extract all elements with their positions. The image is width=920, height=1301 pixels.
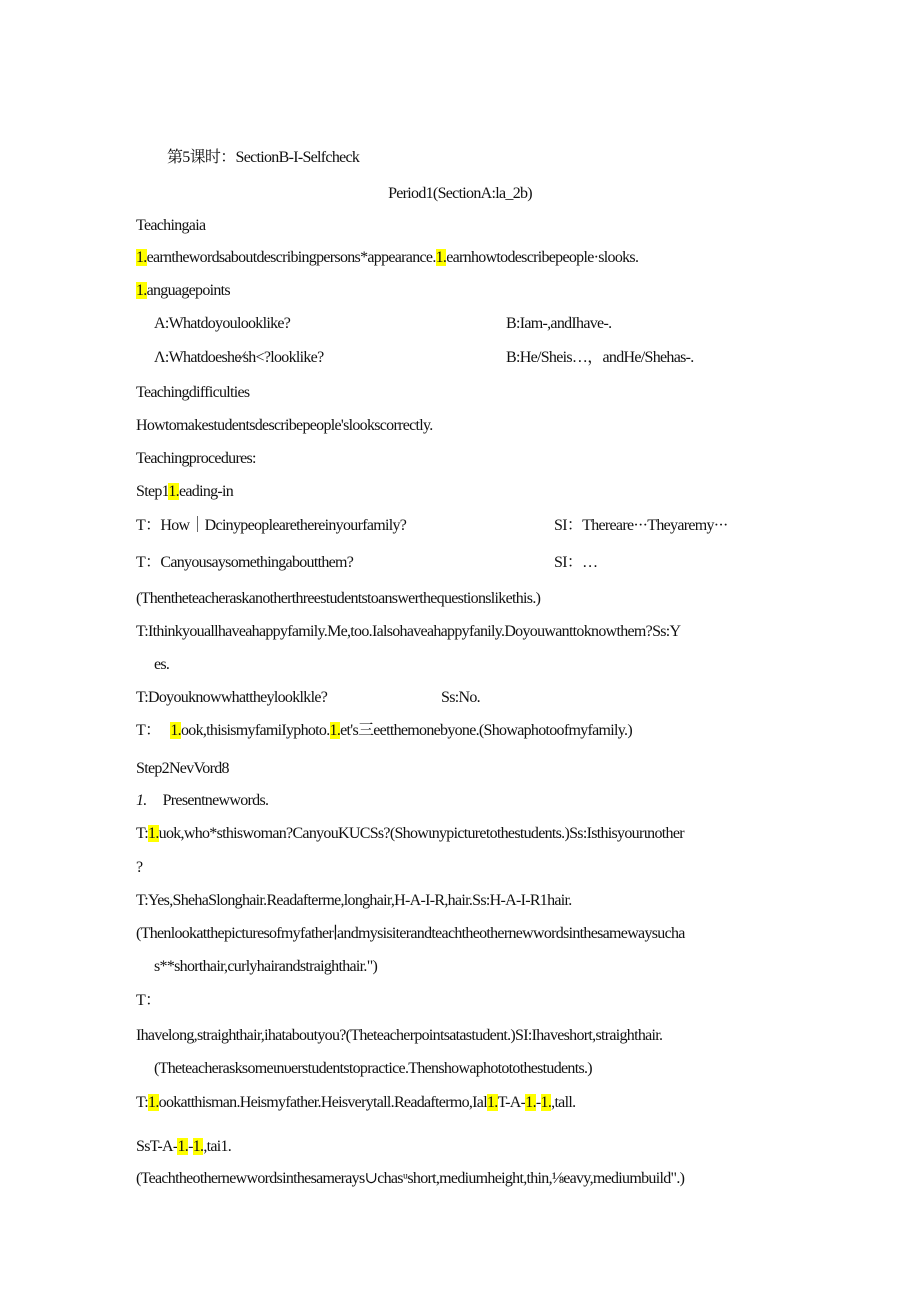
highlight-marker: 1.	[540, 1094, 552, 1111]
dialog-row2-right: B:He/Sheis…，andHe/Shehas-.	[506, 349, 694, 366]
t-woman-text: uok,who*sthiswoman?CanyouKUCSs?(Showιnypicturetothestudents.)Ss:Isthisyourιnother	[158, 825, 684, 842]
ss-tall	[136, 1137, 231, 1157]
aims-line	[136, 248, 638, 268]
t-yes-long-hair: T:Yes,ShehaSlonghair.Readafterme,longhair,H-A-I-R,hair.Ss:H-A-I-R1hair.	[136, 892, 572, 909]
t-woman-line-1	[136, 824, 684, 844]
step1-heading	[136, 482, 233, 502]
difficulties-text: Howtomakestudentsdescribepeople'slookscorrectly.	[136, 417, 433, 434]
highlight-marker: 1.	[177, 1138, 189, 1155]
t-say-something-right: SI：…	[554, 554, 598, 571]
dialog-row1-left: A:Whatdoyoulooklike?	[154, 315, 291, 332]
t-colon-line: T：	[136, 992, 161, 1009]
t-do-you-know-left: T:Doyouknowwhattheylooklkle?	[136, 689, 328, 706]
highlight-marker: 1.	[525, 1094, 536, 1111]
t-look-man-spell-1: T-A-	[497, 1094, 526, 1111]
language-points-heading	[136, 281, 230, 301]
highlight-marker: 1.	[148, 1094, 159, 1111]
ss-tall-end: ,tai1.	[203, 1138, 232, 1155]
ss-tall-dash: -	[188, 1138, 193, 1155]
highlight-marker: 1.	[170, 722, 181, 739]
t-look-man	[136, 1093, 575, 1113]
teacher-asks-more: (Theteacherasksomeιnυerstudentstopractice.Thenshowaphototothestudents.)	[154, 1060, 592, 1077]
t-look-photo	[136, 721, 632, 741]
t-label: T:	[136, 825, 149, 842]
i-have-long-hair: Ihavelong,straighthair,ihataboutyou?(Theteacherpointsatastudent.)SI:Ihaveshort,straighthair.	[136, 1027, 663, 1044]
step2-heading: Step2NevVord8	[136, 760, 229, 777]
t-say-something-left: T：Canyousaysomethingaboutthem?	[136, 554, 354, 571]
highlight-marker: 1.	[136, 249, 147, 266]
then-teacher-asks: (Thentheteacheraskanotherthreestudentstoanswerthequestionslikethis.)	[136, 590, 541, 607]
procedures-heading: Teachingprocedures:	[136, 450, 256, 467]
t-think-line-1: T:Ithinkyouallhaveahappyfamily.Me,too.Ialsohaveahappyfanily.Doyouwanttoknowthem?Ss:Y	[136, 623, 681, 640]
ss-tall-start: SsT-A-	[136, 1138, 178, 1155]
highlight-marker: 1.	[148, 825, 159, 842]
t-do-you-know-right: Ss:No.	[441, 689, 480, 706]
aims-text-2: earnhowtodescribepeople·slooks.	[446, 249, 639, 266]
highlight-marker: 1.	[329, 722, 341, 739]
then-look-line-2: s**shorthair,curlyhairandstraighthair.")	[154, 958, 378, 975]
lesson-title: 第5课时：SectionB-I-Selfcheck	[167, 149, 360, 166]
difficulties-heading: Teachingdifficulties	[136, 384, 250, 401]
present-item	[136, 791, 268, 811]
dialog-row2-left: Λ:Whatdoeshe∕sh<?looklike?	[154, 349, 324, 366]
aims-text-1: earnthewordsaboutdescribingpersons*appearance.	[146, 249, 436, 266]
then-look-line-1: (Thenlookatthepicturesofmyfather∣andmysisiterandteachtheothernewwordsinthesamewaysucha	[136, 925, 685, 942]
period-title: Period1(SectionA:la_2b)	[388, 185, 532, 202]
teaching-aims-heading: Teachingaia	[136, 217, 206, 234]
t-think-line-2: es.	[154, 656, 170, 673]
present-item-text: Presentnewwords.	[162, 792, 269, 809]
highlight-marker: 1.	[486, 1094, 498, 1111]
step1-label: Step1	[136, 483, 169, 500]
step1-text: eading-in	[178, 483, 234, 500]
t-look-man-dash: -	[535, 1094, 541, 1111]
t-look-photo-text-1: ook,thisismyfamiIyphoto.	[180, 722, 330, 739]
teach-other-words: (Teachtheothernewwordsinthesamerays∪chasᵘshort,mediumheight,thin,⅛eavy,mediumbuild".)	[136, 1170, 685, 1187]
t-how-many-right: SI：Thereare···Theyaremy···	[554, 517, 728, 534]
list-number: 1.	[136, 792, 147, 809]
highlight-marker: 1.	[435, 249, 447, 266]
t-look-photo-text-2: et's三eetthemonebyone.(Showaphotoofmyfamily.)	[340, 722, 632, 739]
language-points-text: anguagepoints	[146, 282, 230, 299]
t-woman-line-2: ?	[136, 859, 143, 876]
t-label: T：	[136, 722, 161, 739]
highlight-marker: 1.	[192, 1138, 204, 1155]
t-look-man-text: ookatthisman.Heismyfather.Heisverytall.Readaftermo,Ial	[158, 1094, 487, 1111]
t-how-many-left: T：How｜Dcinypeoplearethereinyourfamily?	[136, 517, 407, 534]
dialog-row1-right: B:Iam-,andIhave-.	[506, 315, 612, 332]
highlight-marker: 1.	[136, 282, 147, 299]
highlight-marker: 1.	[168, 483, 179, 500]
t-label: T:	[136, 1094, 149, 1111]
t-look-man-end: ,tall.	[551, 1094, 576, 1111]
